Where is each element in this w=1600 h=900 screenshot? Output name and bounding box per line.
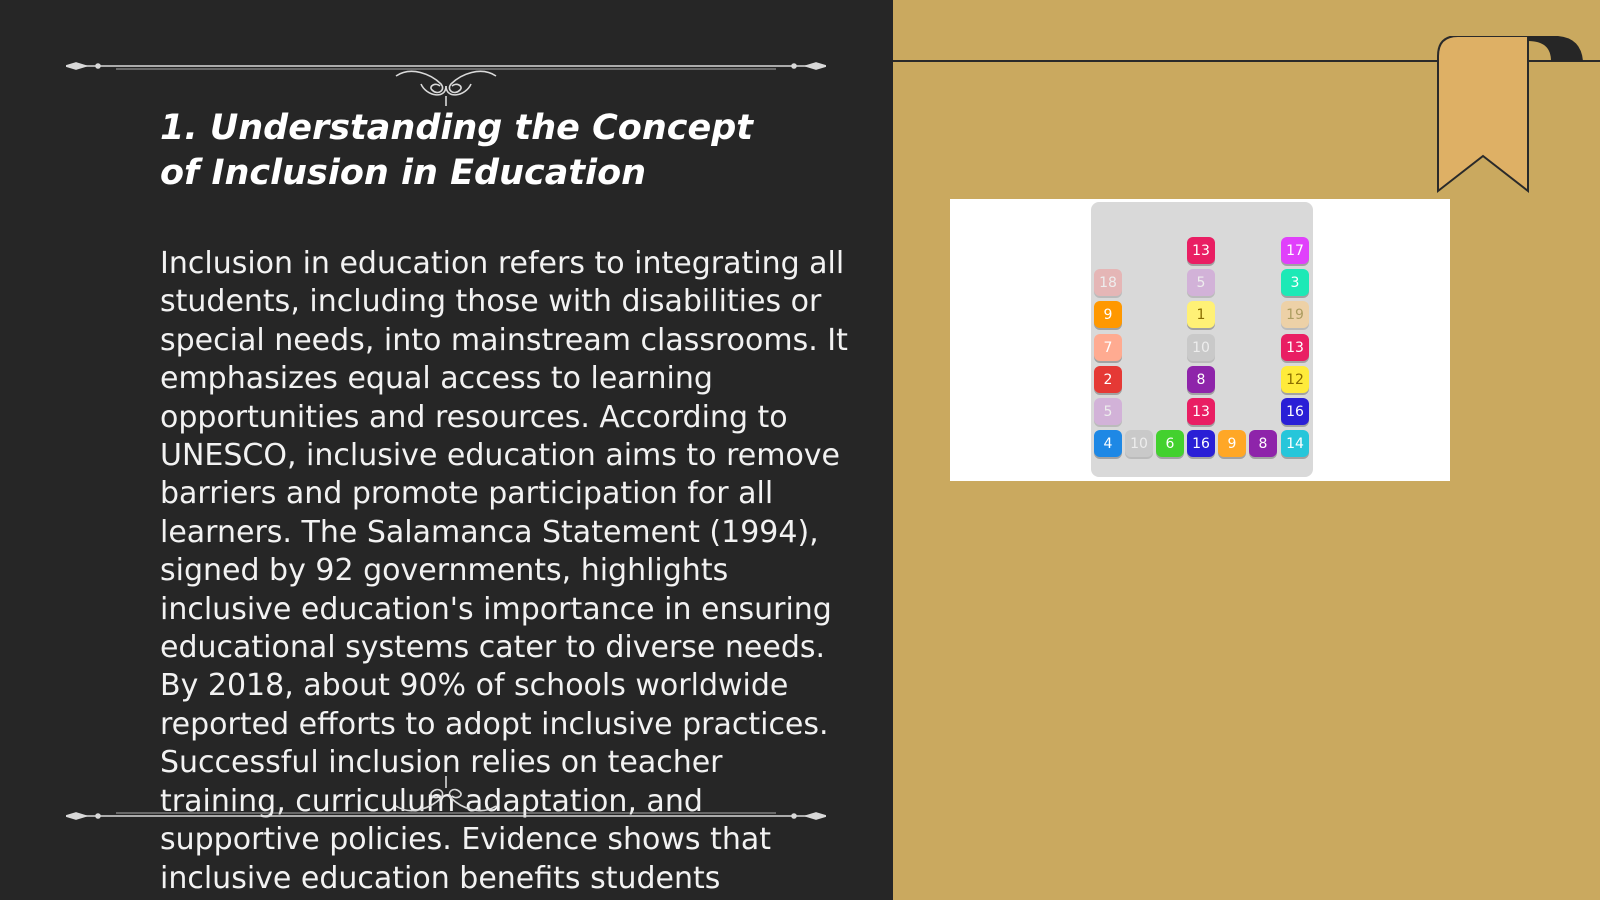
puzzle-tile: 19	[1281, 301, 1309, 328]
puzzle-tile: 7	[1094, 334, 1122, 361]
puzzle-tile: 4	[1094, 430, 1122, 457]
puzzle-tile: 10	[1125, 430, 1153, 457]
slide-title: 1. Understanding the Concept of Inclusion in Education	[160, 108, 754, 193]
puzzle-tile: 3	[1281, 269, 1309, 296]
puzzle-tile: 9	[1094, 301, 1122, 328]
bookmark-ribbon-icon	[1433, 36, 1600, 201]
puzzle-tile: 13	[1187, 398, 1215, 425]
number-puzzle-image	[950, 199, 1450, 481]
puzzle-tile: 8	[1187, 366, 1215, 393]
puzzle-tile: 13	[1187, 237, 1215, 264]
puzzle-tile: 5	[1187, 269, 1215, 296]
puzzle-tile: 16	[1281, 398, 1309, 425]
puzzle-tile: 13	[1281, 334, 1309, 361]
puzzle-tile: 2	[1094, 366, 1122, 393]
puzzle-tile: 17	[1281, 237, 1309, 264]
puzzle-board	[1091, 202, 1313, 477]
puzzle-tile: 16	[1187, 430, 1215, 457]
puzzle-tile: 14	[1281, 430, 1309, 457]
puzzle-tile: 18	[1094, 269, 1122, 296]
puzzle-tile: 5	[1094, 398, 1122, 425]
puzzle-tile: 12	[1281, 366, 1309, 393]
puzzle-tile: 8	[1249, 430, 1277, 457]
puzzle-tile: 6	[1156, 430, 1184, 457]
puzzle-tile: 10	[1187, 334, 1215, 361]
puzzle-tile: 9	[1218, 430, 1246, 457]
slide-body-text: Inclusion in education refers to integrating all students, including those with disabilities or special needs, into mainstream classrooms. It emphasizes equal access to learning opportunities and resources. According to UNESCO, inclusive education aims to remove barriers and promote participation for all learners. The Salamanca Statement (1994), signed by 92 governments, highlights inclusive education's importance in ensuring educational systems cater to diverse needs. By 2018, about 90% of schools worldwide reported efforts to adopt inclusive practices. Successful inclusion relies on teacher training, curriculum adaptation, and supportive policies. Evidence shows that inclusive education benefits students	[160, 246, 848, 896]
puzzle-tile: 1	[1187, 301, 1215, 328]
ornament-top-divider	[66, 56, 826, 106]
